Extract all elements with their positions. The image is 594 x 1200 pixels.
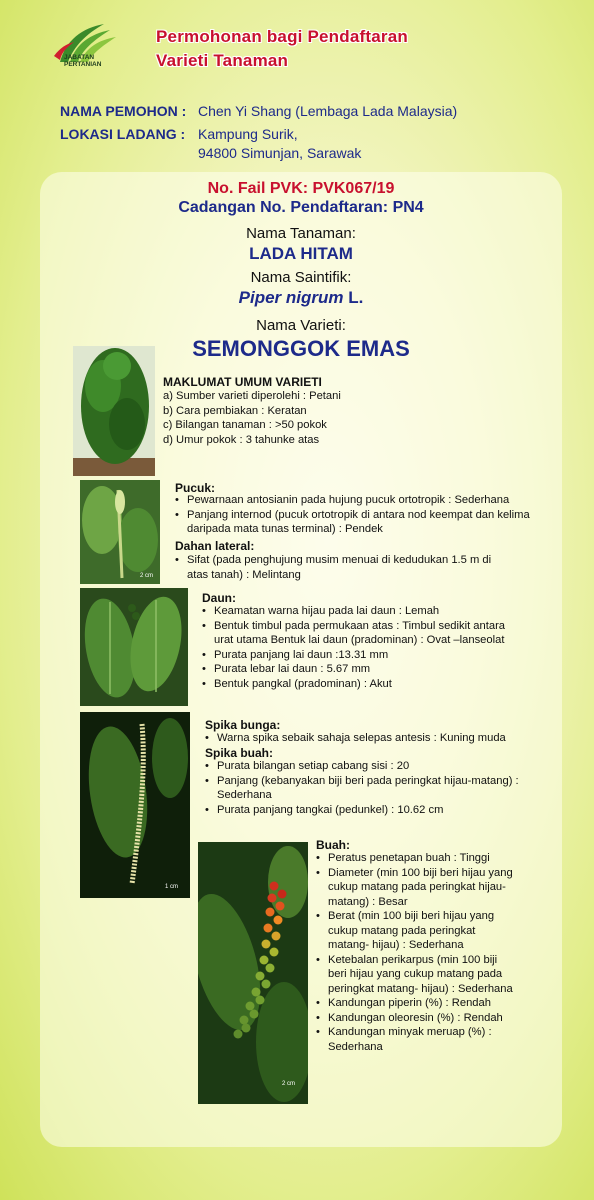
daun-list [202, 604, 522, 691]
general-info-heading: MAKLUMAT UMUM VARIETI [163, 375, 322, 389]
registration-number: Cadangan No. Pendaftaran: PN4 [178, 199, 424, 216]
shoot-photo [80, 480, 160, 584]
buah-heading: Buah: [316, 838, 350, 852]
header-title-line2: Varieti Tanaman [156, 51, 289, 70]
pucuk-list [175, 493, 535, 537]
daun-item: • Purata lebar lai daun : 5.67 mm [202, 662, 522, 677]
buah-item: • Kandungan minyak meruap (%) : Sederhana [316, 1025, 516, 1054]
fruit-spike-list [205, 759, 535, 817]
scientific-name-suffix: L. [343, 288, 364, 307]
scale-label: 1 cm [165, 884, 179, 890]
flower-spike-list [205, 731, 535, 746]
pucuk-item: • Panjang internod (pucuk ortotropik di antara nod keempat dan kelima daripada mata tunas terminal) : Pendek [175, 508, 535, 537]
daun-item: • Bentuk timbul pada permukaan atas : Timbul sedikit antara urat utama Bentuk lai daun (pradominan) : Ovat –lanseolat [202, 619, 522, 648]
flower-spike-item: • Warna spika sebaik sahaja selepas antesis : Kuning muda [205, 731, 535, 746]
buah-item: • Berat (min 100 biji beri hijau yang cukup matang pada peringkat matang- hijau) : Sederhana [316, 909, 516, 953]
scientific-value [40, 288, 562, 308]
fruit-spike-photo [198, 842, 308, 1104]
daun-item: • Purata panjang lai daun :13.31 mm [202, 648, 522, 663]
applicant-name-value: Chen Yi Shang (Lembaga Lada Malaysia) [198, 103, 458, 119]
logo-text [64, 54, 101, 68]
location-label: LOKASI LADANG : [60, 126, 186, 142]
buah-item: • Diameter (min 100 biji beri hijau yang cukup matang pada peringkat hijau-matang) : Besar [316, 866, 516, 910]
buah-item: • Peratus penetapan buah : Tinggi [316, 851, 516, 866]
variety-label: Nama Varieti: [256, 317, 346, 334]
general-info-item: a) Sumber varieti diperolehi : Petani [163, 390, 341, 402]
daun-heading: Daun: [202, 591, 236, 605]
buah-item: • Kandungan oleoresin (%) : Rendah [316, 1011, 516, 1026]
location-line2: 94800 Simunjan, Sarawak [198, 145, 362, 161]
header-title-line1: Permohonan bagi Pendaftaran [156, 27, 408, 46]
flower-spike-photo [80, 712, 190, 898]
lateral-branch-heading: Dahan lateral: [175, 539, 255, 553]
buah-item: • Ketebalan perikarpus (min 100 biji beri hijau yang cukup matang pada peringkat matang- hijau) : Sederhana [316, 953, 516, 997]
buah-item: • Kandungan piperin (%) : Rendah [316, 996, 516, 1011]
crop-label: Nama Tanaman: [246, 225, 356, 242]
lateral-branch-item: • Sifat (pada penghujung musim menuai di kedudukan 1.5 m di atas tanah) : Melintang [175, 553, 515, 582]
variety-value: SEMONGGOK EMAS [192, 336, 410, 361]
file-number: No. Fail PVK: PVK067/19 [207, 180, 395, 197]
fruit-spike-item: • Panjang (kebanyakan biji beri pada peringkat hijau-matang) : Sederhana [205, 774, 535, 803]
applicant-name-label: NAMA PEMOHON : [60, 103, 187, 119]
leaves-photo [80, 588, 188, 706]
fruit-spike-item: • Purata panjang tangkai (pedunkel) : 10.62 cm [205, 803, 535, 818]
buah-list [316, 851, 516, 1054]
daun-item: • Bentuk pangkal (pradominan) : Akut [202, 677, 522, 692]
general-info-item: b) Cara pembiakan : Keratan [163, 404, 307, 417]
scientific-label: Nama Saintifik: [250, 269, 352, 286]
pucuk-item: • Pewarnaan antosianin pada hujung pucuk ortotropik : Sederhana [175, 493, 535, 508]
lateral-branch-list [175, 553, 515, 582]
logo-text-line2: PERTANIAN [64, 61, 102, 68]
fruit-spike-item: • Purata bilangan setiap cabang sisi : 20 [205, 759, 535, 774]
general-info-item: c) Bilangan tanaman : >50 pokok [163, 419, 327, 431]
pucuk-heading: Pucuk: [175, 481, 216, 495]
general-info-item: d) Umur pokok : 3 tahunke atas [163, 433, 320, 446]
scientific-name-italic: Piper nigrum [238, 288, 344, 307]
crop-value: LADA HITAM [249, 244, 353, 263]
daun-item: • Keamatan warna hijau pada lai daun : Lemah [202, 604, 522, 619]
fruit-spike-heading: Spika buah: [205, 746, 274, 760]
scale-label: 2 cm [140, 573, 154, 579]
general-info-list [163, 389, 483, 447]
flower-spike-heading: Spika bunga: [205, 718, 281, 732]
logo-text-line1: JABATAN [64, 54, 95, 61]
scale-label: 2 cm [282, 1081, 296, 1087]
pepper-vine-photo [73, 346, 155, 476]
location-line1: Kampung Surik, [198, 126, 298, 142]
